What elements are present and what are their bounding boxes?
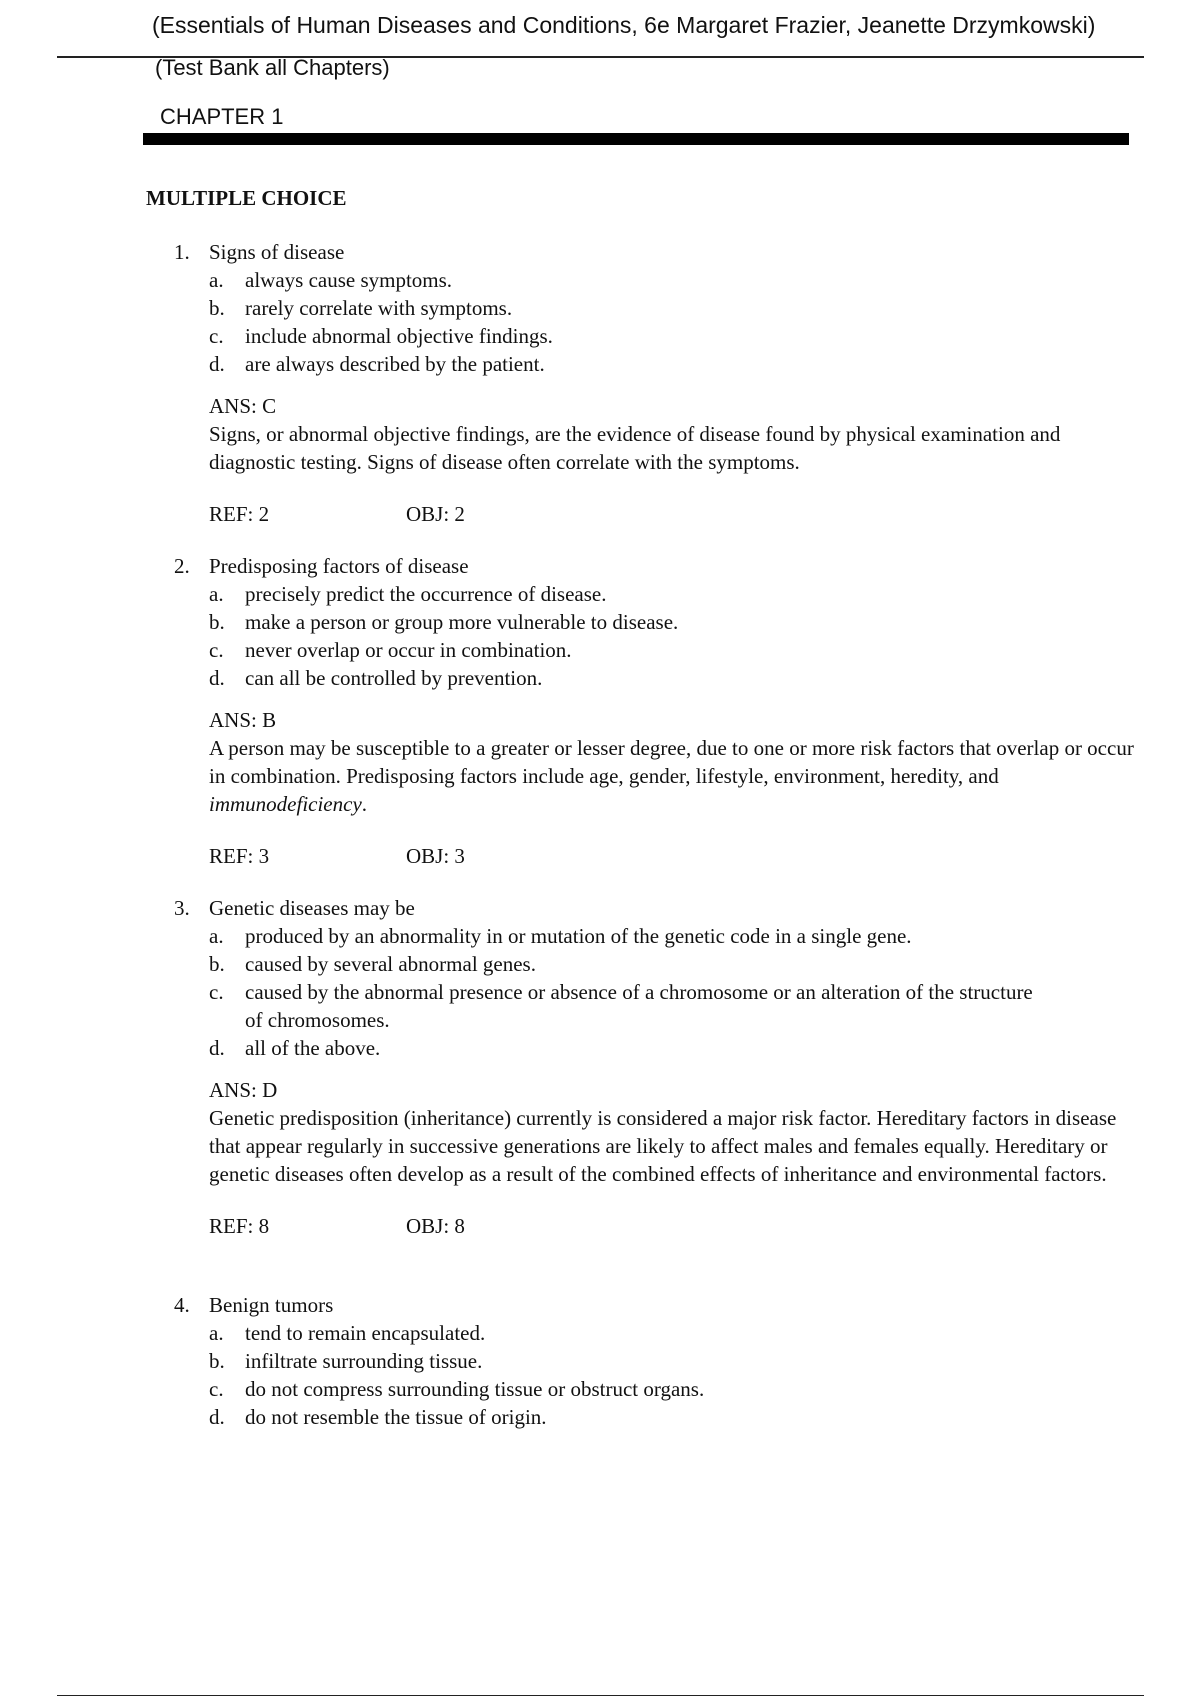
option-d (0, 1034, 1200, 1062)
chapter-heading: CHAPTER 1 (160, 104, 284, 129)
option-letter: a. (209, 924, 224, 948)
option-text: tend to remain encapsulated. (245, 1321, 486, 1345)
option-letter: c. (209, 638, 224, 662)
question-stem: Signs of disease (209, 240, 345, 264)
option-d (0, 350, 1200, 378)
rationale: Signs, or abnormal objective findings, are the evidence of disease found by physical examination and diagnostic testing. Signs of disease often correlate with the symptoms. (209, 422, 1061, 474)
objective: OBJ: 3 (406, 844, 465, 868)
footer-rule (57, 1695, 1144, 1696)
option-text: are always described by the patient. (245, 352, 545, 376)
objective: OBJ: 2 (406, 502, 465, 526)
option-letter: a. (209, 1321, 224, 1345)
option-text: rarely correlate with symptoms. (245, 296, 513, 320)
option-d (0, 664, 1200, 692)
option-letter: d. (209, 352, 225, 376)
question-1 (0, 238, 1200, 528)
option-letter: d. (209, 1036, 225, 1060)
rationale-end: . (361, 792, 368, 816)
question-number: 1. (174, 240, 190, 264)
question-2 (0, 552, 1200, 870)
reference: REF: 2 (209, 502, 270, 526)
rationale-text: A person may be susceptible to a greater or lesser degree, due to one or more risk factors that overlap or occur in combination. Predisposing factors include age, gender, lifestyle, environment, heredity, and (209, 736, 1134, 788)
option-text: include abnormal objective findings. (245, 324, 553, 348)
option-text: caused by the abnormal presence or absence of a chromosome or an alteration of the structure of chromosomes. (245, 980, 1033, 1032)
option-letter: c. (209, 980, 224, 1004)
reference: REF: 8 (209, 1214, 270, 1238)
option-a (0, 266, 1200, 294)
option-b (0, 950, 1200, 978)
question-4 (0, 1291, 1200, 1431)
option-letter: b. (209, 1349, 225, 1373)
option-letter: b. (209, 952, 225, 976)
question-stem: Genetic diseases may be (209, 896, 415, 920)
option-text: always cause symptoms. (245, 268, 453, 292)
rationale: Genetic predisposition (inheritance) currently is considered a major risk factor. Hereditary factors in disease that appear regularly in successive generations are likely to affect males and females equally. Hereditary or genetic diseases often develop as a result of the combined effects of inheritance and environmental factors. (209, 1106, 1117, 1186)
option-c (0, 1375, 1200, 1403)
option-letter: c. (209, 324, 224, 348)
option-d (0, 1403, 1200, 1431)
answer-key: ANS: B (209, 708, 277, 732)
option-text: all of the above. (245, 1036, 381, 1060)
book-subtitle: (Test Bank all Chapters) (155, 55, 390, 80)
option-c (0, 978, 1200, 1034)
option-text: precisely predict the occurrence of disease. (245, 582, 607, 606)
option-text: do not resemble the tissue of origin. (245, 1405, 547, 1429)
rationale-italic-term: immunodeficiency (209, 792, 362, 816)
option-text: infiltrate surrounding tissue. (245, 1349, 483, 1373)
option-text: never overlap or occur in combination. (245, 638, 572, 662)
option-letter: b. (209, 296, 225, 320)
option-text: can all be controlled by prevention. (245, 666, 543, 690)
question-number: 3. (174, 896, 190, 920)
option-b (0, 608, 1200, 636)
option-text: make a person or group more vulnerable to disease. (245, 610, 679, 634)
option-text: produced by an abnormality in or mutation of the genetic code in a single gene. (245, 924, 912, 948)
chapter-bar (143, 133, 1129, 145)
option-letter: a. (209, 582, 224, 606)
objective: OBJ: 8 (406, 1214, 465, 1238)
book-title: (Essentials of Human Diseases and Conditions, 6e Margaret Frazier, Jeanette Drzymkowski) (152, 12, 1096, 38)
option-letter: d. (209, 1405, 225, 1429)
option-letter: b. (209, 610, 225, 634)
rationale (209, 734, 1134, 818)
option-c (0, 636, 1200, 664)
question-stem: Benign tumors (209, 1293, 334, 1317)
question-stem: Predisposing factors of disease (209, 554, 469, 578)
answer-key: ANS: D (209, 1078, 278, 1102)
question-number: 4. (174, 1293, 190, 1317)
option-a (0, 922, 1200, 950)
section-title: MULTIPLE CHOICE (146, 186, 347, 210)
option-c (0, 322, 1200, 350)
option-b (0, 294, 1200, 322)
option-a (0, 580, 1200, 608)
option-letter: a. (209, 268, 224, 292)
option-text: caused by several abnormal genes. (245, 952, 536, 976)
option-letter: c. (209, 1377, 224, 1401)
reference: REF: 3 (209, 844, 270, 868)
answer-key: ANS: C (209, 394, 277, 418)
option-a (0, 1319, 1200, 1347)
option-letter: d. (209, 666, 225, 690)
question-number: 2. (174, 554, 190, 578)
option-text: do not compress surrounding tissue or obstruct organs. (245, 1377, 705, 1401)
question-3 (0, 894, 1200, 1240)
option-b (0, 1347, 1200, 1375)
